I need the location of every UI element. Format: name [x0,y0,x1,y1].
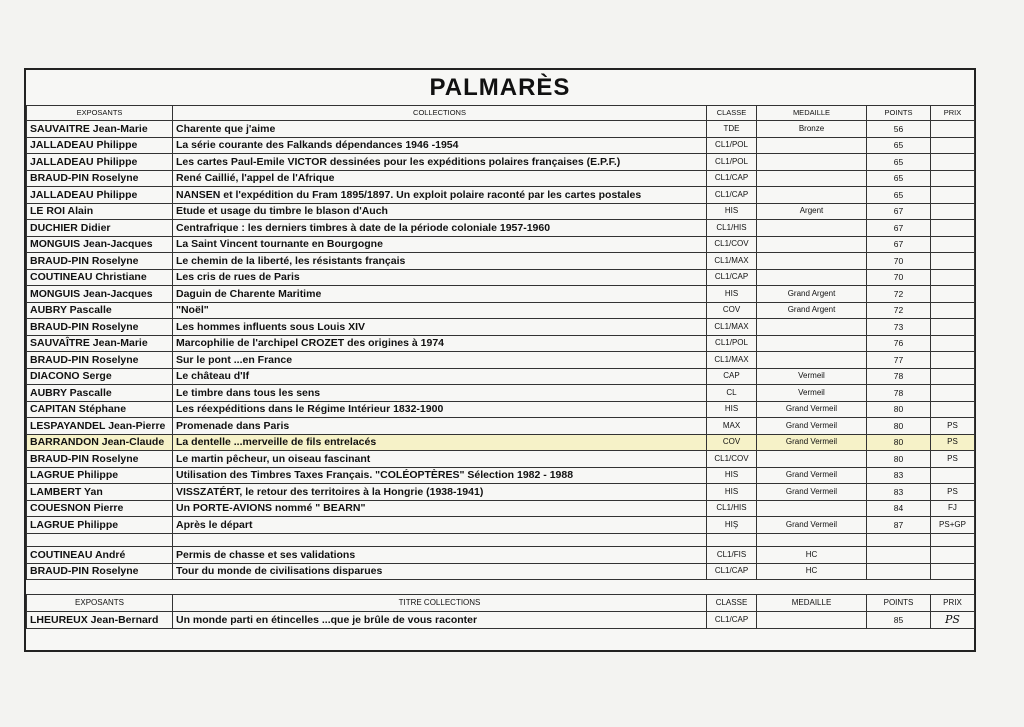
collection-title: Les cartes Paul-Emile VICTOR dessinées pour les expéditions polaires françaises (E.P.F.) [173,154,707,171]
points-cell: 80 [867,434,931,451]
exposant-name: DUCHIER Didier [27,220,173,237]
classe-cell: MAX [707,418,757,435]
medaille-cell [757,253,867,270]
exposant-name: BRAUD-PIN Roselyne [27,563,173,580]
classe-cell: CL1/CAP [707,563,757,580]
table-row [27,352,975,369]
medaille-cell [757,335,867,352]
spacer-cell [757,534,867,547]
medaille-cell [757,154,867,171]
collection-title: Permis de chasse et ses validations [173,547,707,564]
medaille-cell: Grand Argent [757,302,867,319]
exposant-name: BRAUD-PIN Roselyne [27,451,173,468]
points-cell [867,563,931,580]
classe-cell: CL1/CAP [707,187,757,204]
medaille-cell [757,236,867,253]
classe-cell: CL1/CAP [707,269,757,286]
header-prix-2: PRIX [931,595,975,612]
table-row [27,121,975,138]
medaille-cell [757,500,867,517]
exposant-name: LAGRUE Philippe [27,467,173,484]
collection-title: Un PORTE-AVIONS nommé " BEARN" [173,500,707,517]
prix-cell [931,368,975,385]
classe-cell: CAP [707,368,757,385]
table-row [27,517,975,534]
collection-title: René Caillié, l'appel de l'Afrique [173,170,707,187]
collection-title: Le château d'If [173,368,707,385]
table-row [27,467,975,484]
prix-cell [931,401,975,418]
classe-cell: CL1/CAP [707,612,757,629]
table-row [27,484,975,501]
prix-cell: PS+GP [931,517,975,534]
table-row [27,401,975,418]
classe-cell: CL1/COV [707,451,757,468]
points-cell: 65 [867,170,931,187]
medaille-cell: Grand Vermeil [757,517,867,534]
collection-title: Etude et usage du timbre le blason d'Auch [173,203,707,220]
exposant-name: CAPITAN Stéphane [27,401,173,418]
points-cell: 83 [867,484,931,501]
points-cell: 80 [867,451,931,468]
table-row [27,269,975,286]
collection-title: Daguin de Charente Maritime [173,286,707,303]
exposant-name: BRAUD-PIN Roselyne [27,319,173,336]
medaille-cell: Bronze [757,121,867,138]
exposant-name: BRAUD-PIN Roselyne [27,170,173,187]
medaille-cell [757,451,867,468]
prix-cell [931,352,975,369]
prix-cell [931,467,975,484]
classe-cell: HIS [707,401,757,418]
classe-cell: CL1/MAX [707,319,757,336]
table-row [27,368,975,385]
table-row [27,137,975,154]
points-cell: 67 [867,236,931,253]
exposant-name: SAUVAÎTRE Jean-Marie [27,335,173,352]
points-cell: 72 [867,286,931,303]
points-cell: 78 [867,385,931,402]
exposant-name: SAUVAITRE Jean-Marie [27,121,173,138]
table-row [27,154,975,171]
collection-title: Après le départ [173,517,707,534]
points-cell [867,547,931,564]
points-cell: 67 [867,203,931,220]
table-row [27,286,975,303]
prix-cell: PS [931,418,975,435]
exposant-name: COUTINEAU André [27,547,173,564]
exposant-name: COUESNON Pierre [27,500,173,517]
table-row [27,302,975,319]
exposant-name: LHEUREUX Jean-Bernard [27,612,173,629]
points-cell: 70 [867,269,931,286]
points-cell: 80 [867,401,931,418]
exposant-name: AUBRY Pascalle [27,302,173,319]
header-collections: COLLECTIONS [173,106,707,121]
table-row [27,203,975,220]
extra-table [26,594,975,629]
collection-title: Le martin pêcheur, un oiseau fascinant [173,451,707,468]
table-row [27,500,975,517]
exposant-name: JALLADEAU Philippe [27,137,173,154]
table-row [27,547,975,564]
points-cell: 73 [867,319,931,336]
classe-cell: HIS [707,467,757,484]
medaille-cell: HC [757,547,867,564]
medaille-cell [757,220,867,237]
medaille-cell: Grand Argent [757,286,867,303]
exposant-name: BRAUD-PIN Roselyne [27,253,173,270]
header-points-2: POINTS [867,595,931,612]
medaille-cell [757,187,867,204]
collection-title: NANSEN et l'expédition du Fram 1895/1897. Un exploit polaire raconté par les cartes postales [173,187,707,204]
prix-cell [931,563,975,580]
points-cell: 80 [867,418,931,435]
table-row [27,170,975,187]
points-cell: 84 [867,500,931,517]
points-cell: 76 [867,335,931,352]
classe-cell: CL1/MAX [707,352,757,369]
spacer-cell [173,534,707,547]
table-row [27,335,975,352]
points-cell: 65 [867,154,931,171]
medaille-cell: Grand Vermeil [757,418,867,435]
medaille-cell [757,137,867,154]
classe-cell: CL1/POL [707,137,757,154]
collection-title: La Saint Vincent tournante en Bourgogne [173,236,707,253]
exposant-name: BRAUD-PIN Roselyne [27,352,173,369]
medaille-cell [757,269,867,286]
collection-title: Sur le pont ...en France [173,352,707,369]
points-cell: 70 [867,253,931,270]
exposant-name: JALLADEAU Philippe [27,154,173,171]
collection-title: Tour du monde de civilisations disparues [173,563,707,580]
spacer-cell [867,534,931,547]
collection-title: Centrafrique : les derniers timbres à date de la période coloniale 1957-1960 [173,220,707,237]
classe-cell: HIS [707,286,757,303]
classe-cell: TDE [707,121,757,138]
exposant-name: LAGRUE Philippe [27,517,173,534]
classe-cell: CL1/COV [707,236,757,253]
results-table [26,105,975,534]
header-exposants-2: EXPOSANTS [27,595,173,612]
collection-title: Promenade dans Paris [173,418,707,435]
prix-cell [931,187,975,204]
collection-title: La série courante des Falkands dépendances 1946 -1954 [173,137,707,154]
exposant-name: BARRANDON Jean-Claude [27,434,173,451]
prix-cell [931,154,975,171]
medaille-cell: Grand Vermeil [757,434,867,451]
exposant-name: MONGUIS Jean-Jacques [27,286,173,303]
medaille-cell: Grand Vermeil [757,484,867,501]
prix-cell: FJ [931,500,975,517]
classe-cell: CL1/POL [707,335,757,352]
hc-table [26,533,975,580]
medaille-cell: HC [757,563,867,580]
table-row [27,220,975,237]
collection-title: La dentelle ...merveille de fils entrelacés [173,434,707,451]
prix-cell: PS [931,451,975,468]
prix-cell [931,319,975,336]
points-cell: 65 [867,137,931,154]
prix-cell [931,170,975,187]
points-cell: 83 [867,467,931,484]
prix-cell: PS [931,484,975,501]
prix-cell [931,269,975,286]
medaille-cell: Grand Vermeil [757,401,867,418]
classe-cell: HIS [707,484,757,501]
exposant-name: LE ROI Alain [27,203,173,220]
prix-cell [931,121,975,138]
medaille-cell: Vermeil [757,368,867,385]
medaille-cell [757,352,867,369]
header-medaille: MEDAILLE [757,106,867,121]
medaille-cell: Argent [757,203,867,220]
collection-title: Les cris de rues de Paris [173,269,707,286]
header-medaille-2: MEDAILLE [757,595,867,612]
medaille-cell: Grand Vermeil [757,467,867,484]
collection-title: VISSZATÉRT, le retour des territoires à la Hongrie (1938-1941) [173,484,707,501]
prix-cell [931,253,975,270]
header-exposants: EXPOSANTS [27,106,173,121]
collection-title: Le timbre dans tous les sens [173,385,707,402]
prix-cell: PS [931,612,975,629]
classe-cell: CL1/FIS [707,547,757,564]
medaille-cell [757,612,867,629]
table-row [27,563,975,580]
palmares-sheet [24,68,976,652]
medaille-cell [757,170,867,187]
classe-cell: COV [707,434,757,451]
prix-cell [931,335,975,352]
medaille-cell: Vermeil [757,385,867,402]
classe-cell: CL1/HIS [707,500,757,517]
collection-title: Marcophilie de l'archipel CROZET des origines à 1974 [173,335,707,352]
prix-cell [931,236,975,253]
prix-cell [931,286,975,303]
table-header-2 [27,595,975,612]
exposant-name: AUBRY Pascalle [27,385,173,402]
points-cell: 78 [867,368,931,385]
classe-cell: CL1/CAP [707,170,757,187]
prix-cell [931,137,975,154]
table-row [27,434,975,451]
spacer-row [27,534,975,547]
prix-cell [931,547,975,564]
table-row [27,187,975,204]
spacer-cell [27,534,173,547]
points-cell: 85 [867,612,931,629]
classe-cell: COV [707,302,757,319]
exposant-name: LESPAYANDEL Jean-Pierre [27,418,173,435]
prix-cell [931,385,975,402]
points-cell: 77 [867,352,931,369]
exposant-name: MONGUIS Jean-Jacques [27,236,173,253]
exposant-name: COUTINEAU Christiane [27,269,173,286]
points-cell: 87 [867,517,931,534]
exposant-name: DIACONO Serge [27,368,173,385]
points-cell: 65 [867,187,931,204]
points-cell: 72 [867,302,931,319]
classe-cell: CL1/MAX [707,253,757,270]
table-row [27,385,975,402]
collection-title: Charente que j'aime [173,121,707,138]
prix-cell: PS [931,434,975,451]
table-header [27,106,975,121]
header-points: POINTS [867,106,931,121]
page-title: PALMARÈS [429,74,571,101]
points-cell: 56 [867,121,931,138]
prix-cell [931,302,975,319]
table-row [27,418,975,435]
points-cell: 67 [867,220,931,237]
collection-title: "Noël" [173,302,707,319]
header-classe-2: CLASSE [707,595,757,612]
header-prix: PRIX [931,106,975,121]
exposant-name: LAMBERT Yan [27,484,173,501]
collection-title: Utilisation des Timbres Taxes Français. "COLÉOPTÈRES" Sélection 1982 - 1988 [173,467,707,484]
exposant-name: JALLADEAU Philippe [27,187,173,204]
collection-title: Le chemin de la liberté, les résistants français [173,253,707,270]
classe-cell: HIS [707,203,757,220]
table-row [27,451,975,468]
classe-cell: CL [707,385,757,402]
header-titre-collections: TITRE COLLECTIONS [173,595,707,612]
medaille-cell [757,319,867,336]
collection-title: Un monde parti en étincelles ...que je brûle de vous raconter [173,612,707,629]
table-row [27,612,975,629]
table-row [27,236,975,253]
classe-cell: HIŞ [707,517,757,534]
classe-cell: CL1/HIS [707,220,757,237]
table-row [27,319,975,336]
spacer-cell [707,534,757,547]
prix-cell [931,203,975,220]
collection-title: Les réexpéditions dans le Régime Intérieur 1832-1900 [173,401,707,418]
table-row [27,253,975,270]
prix-cell [931,220,975,237]
spacer-cell [931,534,975,547]
classe-cell: CL1/POL [707,154,757,171]
header-classe: CLASSE [707,106,757,121]
collection-title: Les hommes influents sous Louis XIV [173,319,707,336]
